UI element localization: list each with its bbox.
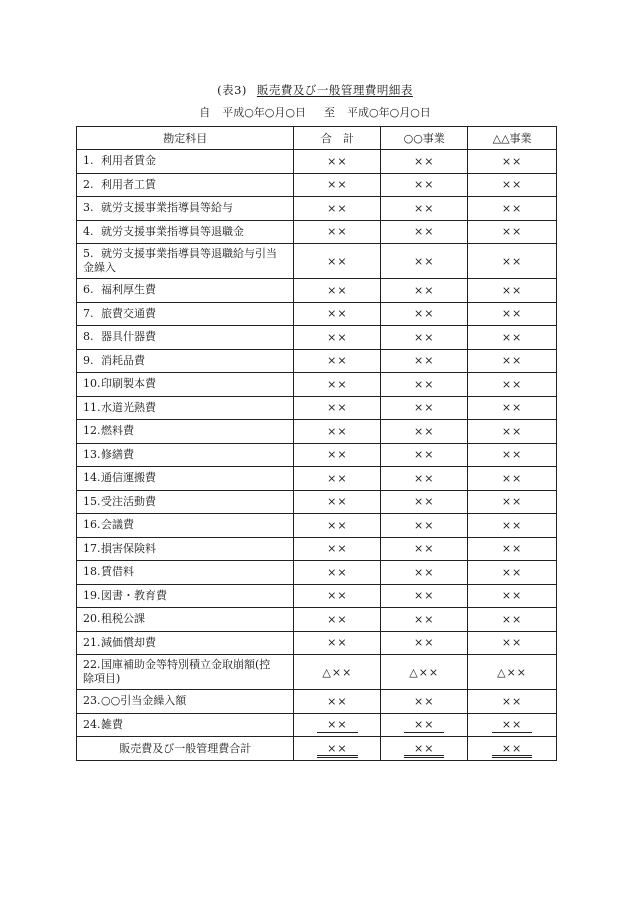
account-name: ○○引当金繰入額 xyxy=(101,694,187,708)
value-cell xyxy=(294,279,381,303)
value-cell xyxy=(294,537,381,561)
amount: ×× xyxy=(413,330,435,344)
account-cell xyxy=(77,655,294,690)
value-cell xyxy=(468,173,557,197)
amount: △×× xyxy=(409,665,440,679)
value-cell xyxy=(468,373,557,397)
value-cell xyxy=(468,279,557,303)
value-cell xyxy=(468,244,557,279)
value-cell xyxy=(294,690,381,714)
account-cell xyxy=(77,302,294,326)
total-label: 販売費及び一般管理費合計 xyxy=(77,737,294,761)
value-cell xyxy=(468,420,557,444)
value-cell xyxy=(381,690,468,714)
value-cell xyxy=(381,608,468,632)
account-cell xyxy=(77,467,294,491)
value-cell xyxy=(294,220,381,244)
account-name: 会議費 xyxy=(101,518,134,532)
table-name: 販売費及び一般管理費明細表 xyxy=(256,83,413,97)
account-cell xyxy=(77,197,294,221)
value-cell xyxy=(468,150,557,174)
table-row xyxy=(77,302,557,326)
row-number: 1. xyxy=(83,154,94,168)
value-cell xyxy=(294,420,381,444)
value-cell xyxy=(468,655,557,690)
account-cell xyxy=(77,373,294,397)
amount: ×× xyxy=(501,612,523,626)
table-row xyxy=(77,690,557,714)
amount: ×× xyxy=(501,589,523,603)
value-cell xyxy=(294,631,381,655)
value-cell xyxy=(294,302,381,326)
value-cell xyxy=(294,561,381,585)
value-cell xyxy=(381,631,468,655)
amount: ×× xyxy=(413,495,435,509)
row-number: 14. xyxy=(83,471,101,485)
row-number: 6. xyxy=(83,283,94,297)
account-name: 国庫補助金等特別積立金取崩額(控 xyxy=(101,658,271,671)
amount: ×× xyxy=(327,518,348,532)
account-cell xyxy=(77,420,294,444)
value-cell xyxy=(468,197,557,221)
total-value-cell xyxy=(294,737,381,761)
account-name: 消耗品費 xyxy=(101,353,145,367)
total-amount: ×× xyxy=(404,742,444,758)
value-cell xyxy=(294,655,381,690)
value-cell xyxy=(294,467,381,491)
value-cell xyxy=(381,713,468,737)
value-cell xyxy=(381,584,468,608)
value-cell xyxy=(468,467,557,491)
table-row xyxy=(77,150,557,174)
amount: ×× xyxy=(413,424,435,438)
amount: ×× xyxy=(327,401,348,415)
amount: ×× xyxy=(327,565,348,579)
table-number: (表3) xyxy=(217,83,247,97)
account-cell xyxy=(77,173,294,197)
account-cell xyxy=(77,279,294,303)
amount: △×× xyxy=(322,665,353,679)
table-row xyxy=(77,490,557,514)
account-cell xyxy=(77,537,294,561)
value-cell xyxy=(294,608,381,632)
table-row xyxy=(77,467,557,491)
period-to: 平成○年○月○日 xyxy=(347,106,431,119)
amount: ×× xyxy=(501,542,523,556)
row-number: 18. xyxy=(83,565,101,579)
row-number: 12. xyxy=(83,424,101,438)
value-cell xyxy=(381,443,468,467)
value-cell xyxy=(381,396,468,420)
row-number: 7. xyxy=(83,306,94,320)
amount: ×× xyxy=(327,330,348,344)
account-name: 器具什器費 xyxy=(101,330,156,344)
total-value-cell xyxy=(468,737,557,761)
table-row xyxy=(77,514,557,538)
total-amount: ×× xyxy=(492,742,532,758)
value-cell xyxy=(294,713,381,737)
row-number: 16. xyxy=(83,518,101,532)
amount: ×× xyxy=(413,589,435,603)
value-cell xyxy=(381,173,468,197)
amount: ×× xyxy=(413,307,435,321)
amount: ×× xyxy=(413,283,435,297)
value-cell xyxy=(381,197,468,221)
amount: ×× xyxy=(501,201,523,215)
value-cell xyxy=(294,150,381,174)
amount: ×× xyxy=(413,154,435,168)
amount: ×× xyxy=(501,401,523,415)
amount: ×× xyxy=(501,636,523,650)
row-number: 22. xyxy=(83,658,101,671)
amount: ×× xyxy=(413,518,435,532)
amount: ×× xyxy=(501,178,523,192)
row-number: 2. xyxy=(83,177,94,191)
value-cell xyxy=(381,150,468,174)
value-cell xyxy=(381,279,468,303)
value-cell xyxy=(381,302,468,326)
amount: ×× xyxy=(327,471,348,485)
value-cell xyxy=(468,349,557,373)
table-row xyxy=(77,584,557,608)
amount: ×× xyxy=(501,254,523,268)
account-cell xyxy=(77,713,294,737)
value-cell xyxy=(468,302,557,326)
table-row xyxy=(77,537,557,561)
amount: ×× xyxy=(327,201,348,215)
table-row xyxy=(77,373,557,397)
account-cell xyxy=(77,584,294,608)
row-number: 19. xyxy=(83,588,101,602)
value-cell xyxy=(468,713,557,737)
total-value-cell xyxy=(381,737,468,761)
account-cell xyxy=(77,326,294,350)
amount: ×× xyxy=(327,589,348,603)
amount: ×× xyxy=(501,565,523,579)
amount: ×× xyxy=(501,471,523,485)
value-cell xyxy=(294,326,381,350)
row-number: 20. xyxy=(83,612,101,626)
value-cell xyxy=(468,443,557,467)
table-row xyxy=(77,244,557,279)
value-cell xyxy=(381,220,468,244)
amount: ×× xyxy=(501,518,523,532)
account-cell xyxy=(77,514,294,538)
account-cell xyxy=(77,349,294,373)
amount: ×× xyxy=(327,424,348,438)
value-cell xyxy=(294,443,381,467)
amount: ×× xyxy=(501,330,523,344)
amount: ×× xyxy=(413,401,435,415)
account-name: 燃料費 xyxy=(101,424,134,438)
amount: ×× xyxy=(413,448,435,462)
account-name: 通信運搬費 xyxy=(101,471,156,485)
value-cell xyxy=(468,690,557,714)
value-cell xyxy=(468,220,557,244)
value-cell xyxy=(468,631,557,655)
account-name: 利用者賃金 xyxy=(101,154,156,168)
table-row xyxy=(77,443,557,467)
amount: ×× xyxy=(327,254,348,268)
row-number: 17. xyxy=(83,541,101,555)
value-cell xyxy=(294,373,381,397)
expense-table xyxy=(76,126,557,761)
value-cell xyxy=(468,514,557,538)
row-number: 13. xyxy=(83,447,101,461)
value-cell xyxy=(381,326,468,350)
amount: ×× xyxy=(327,225,348,239)
value-cell xyxy=(381,537,468,561)
period-to-label: 至 xyxy=(324,106,335,119)
value-cell xyxy=(381,467,468,491)
total-amount: ×× xyxy=(317,742,357,758)
amount: ×× xyxy=(327,542,348,556)
account-cell xyxy=(77,443,294,467)
account-name: 就労支援事業指導員等給与 xyxy=(101,201,233,215)
account-cell xyxy=(77,220,294,244)
amount: ×× xyxy=(413,542,435,556)
amount: ×× xyxy=(404,718,444,733)
account-name: 水道光熱費 xyxy=(101,400,156,414)
row-number: 8. xyxy=(83,330,94,344)
account-cell xyxy=(77,561,294,585)
value-cell xyxy=(468,537,557,561)
amount: △×× xyxy=(497,665,528,679)
row-number: 9. xyxy=(83,353,94,367)
period-from: 平成○年○月○日 xyxy=(222,106,306,119)
header-account: 勘定科目 xyxy=(77,127,294,150)
account-cell xyxy=(77,150,294,174)
account-cell xyxy=(77,490,294,514)
value-cell xyxy=(381,514,468,538)
value-cell xyxy=(294,514,381,538)
header-business-b: △△事業 xyxy=(468,127,557,150)
value-cell xyxy=(294,244,381,279)
value-cell xyxy=(381,244,468,279)
account-cell xyxy=(77,396,294,420)
account-name: 損害保険料 xyxy=(101,541,156,555)
amount: ×× xyxy=(501,448,523,462)
row-number: 10. xyxy=(83,377,101,391)
amount: ×× xyxy=(327,612,348,626)
table-row xyxy=(77,173,557,197)
amount: ×× xyxy=(327,495,348,509)
amount: ×× xyxy=(492,718,532,733)
table-row xyxy=(77,349,557,373)
amount: ×× xyxy=(501,377,523,391)
value-cell xyxy=(381,373,468,397)
amount: ×× xyxy=(327,178,348,192)
row-number: 24. xyxy=(83,717,101,731)
account-name: 利用者工賃 xyxy=(101,177,156,191)
account-name: 図書・教育費 xyxy=(101,588,167,602)
value-cell xyxy=(381,490,468,514)
value-cell xyxy=(468,490,557,514)
value-cell xyxy=(381,420,468,444)
row-number: 5. xyxy=(83,247,94,260)
table-row xyxy=(77,420,557,444)
row-number: 11. xyxy=(83,400,101,414)
value-cell xyxy=(381,655,468,690)
amount: ×× xyxy=(327,448,348,462)
total-row xyxy=(77,737,557,761)
table-row xyxy=(77,220,557,244)
table-title xyxy=(0,82,630,98)
amount: ×× xyxy=(327,694,348,708)
value-cell xyxy=(294,349,381,373)
value-cell xyxy=(468,608,557,632)
account-name: 受注活動費 xyxy=(101,494,156,508)
amount: ×× xyxy=(327,307,348,321)
account-name: 修繕費 xyxy=(101,447,134,461)
table-row xyxy=(77,396,557,420)
account-name-continued: 除項目) xyxy=(83,672,121,685)
account-name: 就労支援事業指導員等退職金 xyxy=(101,224,244,238)
value-cell xyxy=(468,326,557,350)
account-name: 就労支援事業指導員等退職給与引当 xyxy=(101,247,277,260)
value-cell xyxy=(294,396,381,420)
table-row xyxy=(77,197,557,221)
amount: ×× xyxy=(413,471,435,485)
row-number: 23. xyxy=(83,694,101,708)
amount: ×× xyxy=(501,307,523,321)
amount: ×× xyxy=(501,495,523,509)
amount: ×× xyxy=(327,154,348,168)
account-name-continued: 金繰入 xyxy=(83,261,116,274)
amount: ×× xyxy=(413,636,435,650)
table-row xyxy=(77,655,557,690)
value-cell xyxy=(294,173,381,197)
value-cell xyxy=(468,396,557,420)
account-name: 租税公課 xyxy=(101,612,145,626)
amount: ×× xyxy=(413,225,435,239)
amount: ×× xyxy=(501,424,523,438)
account-cell xyxy=(77,631,294,655)
amount: ×× xyxy=(327,354,348,368)
amount: ×× xyxy=(501,283,523,297)
amount: ×× xyxy=(327,636,348,650)
amount: ×× xyxy=(413,612,435,626)
value-cell xyxy=(468,584,557,608)
header-row xyxy=(77,127,557,150)
amount: ×× xyxy=(413,694,435,708)
value-cell xyxy=(381,561,468,585)
row-number: 15. xyxy=(83,494,101,508)
row-number: 21. xyxy=(83,635,101,649)
account-name: 旅費交通費 xyxy=(101,306,156,320)
value-cell xyxy=(381,349,468,373)
account-name: 印刷製本費 xyxy=(101,377,156,391)
amount: ×× xyxy=(413,354,435,368)
amount: ×× xyxy=(413,178,435,192)
value-cell xyxy=(468,561,557,585)
amount: ×× xyxy=(501,354,523,368)
amount: ×× xyxy=(413,565,435,579)
account-name: 減価償却費 xyxy=(101,635,156,649)
account-name: 福利厚生費 xyxy=(101,283,156,297)
table-row xyxy=(77,608,557,632)
table-row xyxy=(77,279,557,303)
table-row xyxy=(77,326,557,350)
amount: ×× xyxy=(317,718,357,733)
value-cell xyxy=(294,197,381,221)
amount: ×× xyxy=(327,283,348,297)
amount: ×× xyxy=(501,225,523,239)
account-name: 雑費 xyxy=(101,717,123,731)
value-cell xyxy=(294,584,381,608)
period-from-label: 自 xyxy=(199,106,211,119)
amount: ×× xyxy=(501,694,523,708)
amount: ×× xyxy=(413,201,435,215)
account-cell xyxy=(77,608,294,632)
header-total: 合 計 xyxy=(294,127,381,150)
table-row xyxy=(77,631,557,655)
amount: ×× xyxy=(413,254,435,268)
amount: ×× xyxy=(413,377,435,391)
account-cell xyxy=(77,244,294,279)
amount: ×× xyxy=(501,154,523,168)
account-cell xyxy=(77,690,294,714)
value-cell xyxy=(294,490,381,514)
row-number: 4. xyxy=(83,224,94,238)
table-row xyxy=(77,713,557,737)
period-line xyxy=(0,104,630,120)
header-business-a: ○○事業 xyxy=(381,127,468,150)
table-row xyxy=(77,561,557,585)
account-name: 賃借料 xyxy=(101,565,134,579)
row-number: 3. xyxy=(83,201,94,215)
amount: ×× xyxy=(327,377,348,391)
